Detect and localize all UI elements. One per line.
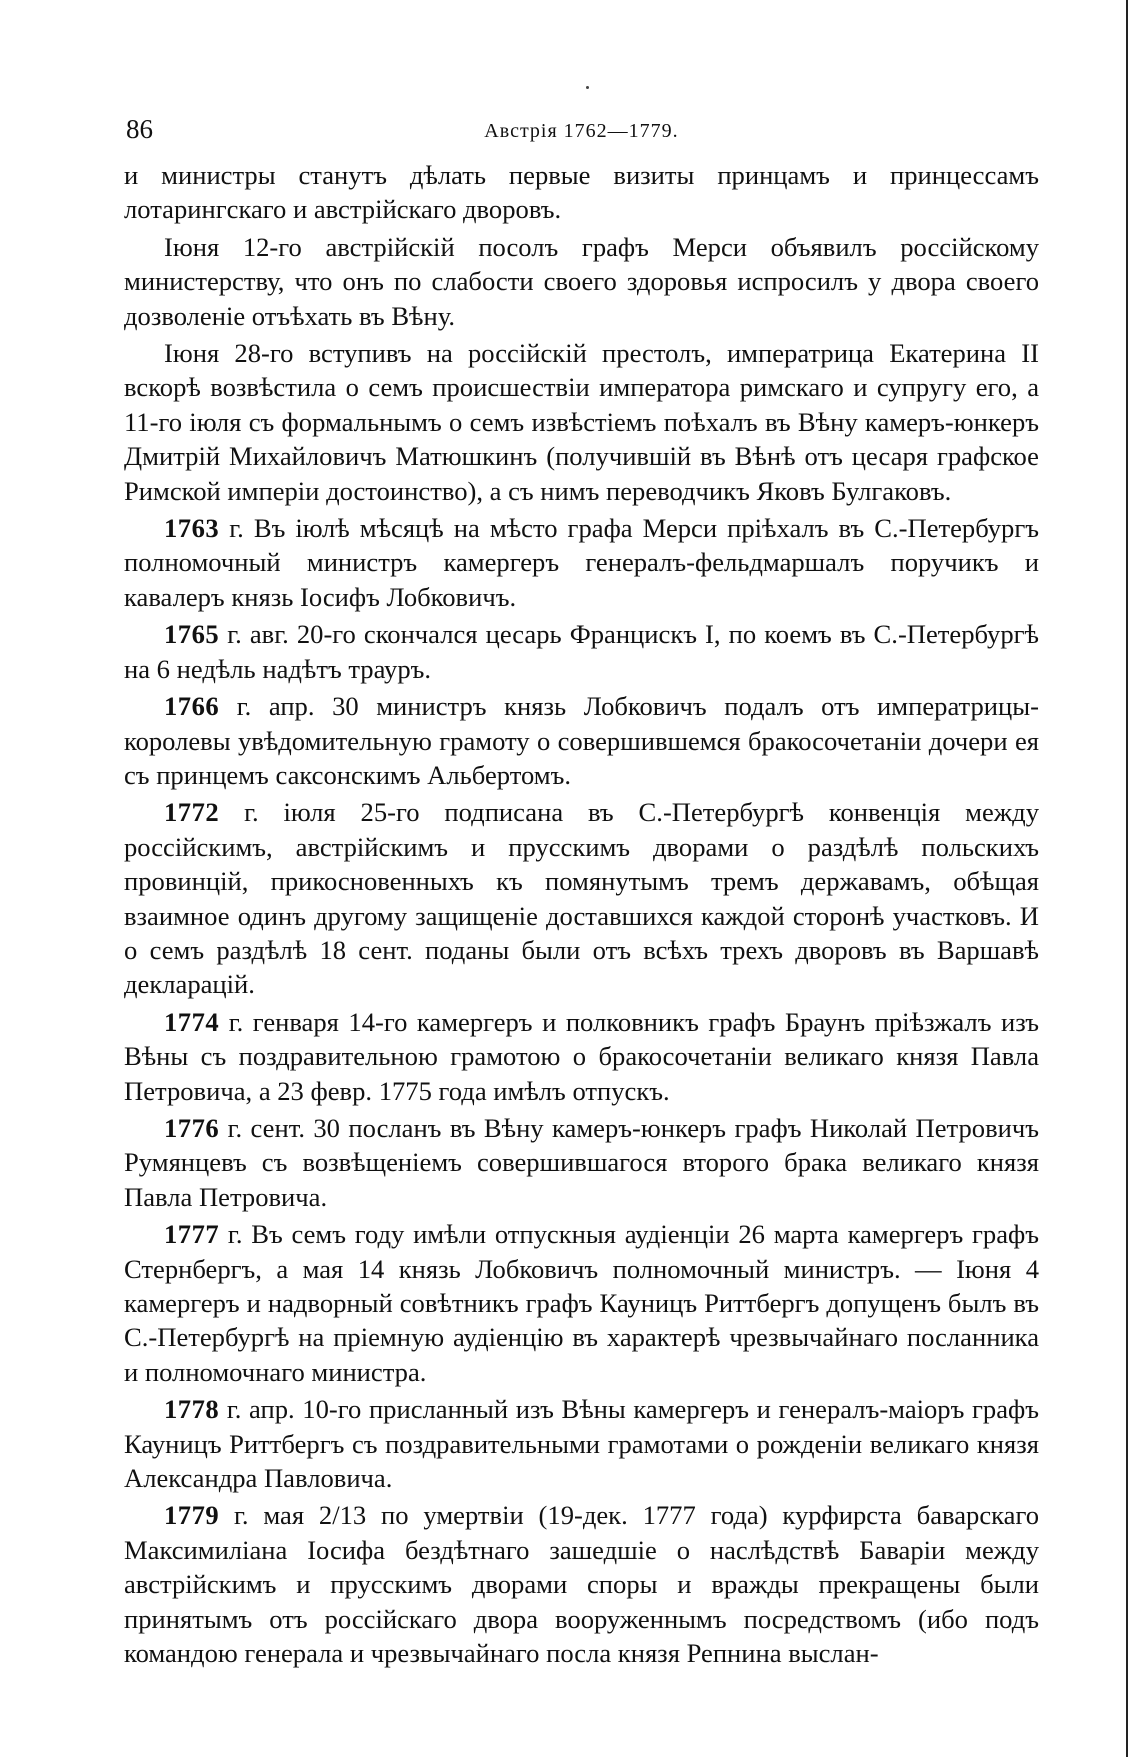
entry-year: 1777 [164, 1219, 220, 1250]
entry-1766 [124, 689, 1039, 792]
entry-text: г. апр. 10-го присланный изъ Вѣны камергеръ и генералъ-маіоръ графъ Кауницъ Риттбергъ съ поздравительными грамотами о рожденіи великаго князя Александра Павловича. [124, 1394, 1039, 1494]
page-body [124, 158, 1039, 1670]
entry-year: 1779 [164, 1500, 220, 1531]
entry-1778 [124, 1392, 1039, 1495]
entry-year: 1765 [164, 619, 220, 650]
entry-text: г. генваря 14-го камергеръ и полковникъ графъ Браунъ пріѣзжалъ изъ Вѣны съ поздравительною грамотою о бракосочетаніи великаго князя Павла Петровича, а 23 февр. 1775 года имѣлъ отпускъ. [124, 1006, 1039, 1106]
entry-year: 1778 [164, 1394, 220, 1425]
entry-year: 1772 [164, 797, 220, 828]
paragraph-june-12 [124, 230, 1039, 333]
entry-year: 1763 [164, 513, 220, 544]
entry-text: г. сент. 30 посланъ въ Вѣну камеръ-юнкеръ графъ Николай Петровичъ Румянцевъ съ возвѣщеніемъ совершившагося второго брака великаго князя Павла Петровича. [124, 1112, 1039, 1212]
entry-1774 [124, 1005, 1039, 1108]
entry-text: г. мая 2/13 по умертвіи (19-дек. 1777 года) курфирста баварскаго Максимиліана Іосифа бездѣтнаго зашедшіе о наслѣдствѣ Баваріи между австрійскимъ и прусскимъ дворами споры и вражды прекращены были принятымъ отъ россійскаго двора вооруженнымъ посредствомъ (ибо подъ командою генерала и чрезвычайнаго посла князя Репнина выслан- [124, 1500, 1039, 1669]
entry-text: г. іюля 25-го подписана въ С.-Петербургѣ конвенція между россійскимъ, австрійскимъ и прусскимъ дворами о раздѣлѣ польскихъ провинцій, прикосновенныхъ къ помянутымъ тремъ державамъ, обѣщая взаимное одинъ другому защищеніе доставшихся каждой сторонѣ участковъ. И о семъ раздѣлѣ 18 сент. поданы были отъ всѣхъ трехъ дворовъ въ Варшавѣ декларацій. [124, 797, 1039, 1000]
paragraph-text: и министры станутъ дѣлать первые визиты принцамъ и принцессамъ лотарингскаго и австрійскаго дворовъ. [124, 160, 1039, 225]
entry-text: г. Въ іюлѣ мѣсяцѣ на мѣсто графа Мерси пріѣхалъ въ С.-Петербургъ полномочный министръ камергеръ генералъ-фельдмаршалъ поручикъ и кавалеръ князь Іосифъ Лобковичъ. [124, 513, 1039, 612]
entry-year: 1776 [164, 1112, 220, 1143]
entry-1763 [124, 511, 1039, 614]
entry-1772 [124, 795, 1039, 1001]
paragraph-text: Іюня 28-го вступивъ на россійскій престолъ, императрица Екатерина II вскорѣ возвѣстила о семъ происшествіи императора римскаго и супругу его, а 11-го іюля съ формальнымъ о семъ извѣстіемъ поѣхалъ въ Вѣну камеръ-юнкеръ Дмитрій Михайловичъ Матюшкинъ (получившій въ Вѣнѣ отъ цесаря графское Римской имперіи достоинство), а съ нимъ переводчикъ Яковъ Булгаковъ. [124, 338, 1039, 506]
book-page [124, 110, 1039, 1673]
entry-1765 [124, 617, 1039, 686]
entry-text: г. Въ семъ году имѣли отпускныя аудіенціи 26 марта камергеръ графъ Стернбергъ, а мая 14 князь Лобковичъ полномочный министръ. — Іюня 4 камергеръ и надворный совѣтникъ графъ Кауницъ Риттбергъ допущенъ былъ въ С.-Петербургѣ на пріемную аудіенцію въ характерѣ чрезвычайнаго посланника и полномочнаго министра. [124, 1219, 1039, 1387]
entry-text: г. апр. 30 министръ князь Лобковичъ подалъ отъ императрицы-королевы увѣдомительную грамоту о совершившемся бракосочетаніи дочери ея съ принцемъ саксонскимъ Альбертомъ. [124, 691, 1039, 790]
scan-speck [586, 86, 589, 89]
entry-year: 1766 [164, 691, 220, 722]
entry-1776 [124, 1111, 1039, 1214]
paragraph-june-28 [124, 336, 1039, 508]
entry-text: г. авг. 20-го скончался цесарь Францискъ I, по коемъ въ С.-Петербургѣ на 6 недѣль надѣтъ трауръ. [124, 619, 1039, 684]
scan-edge-line [1126, 0, 1128, 1757]
paragraph-text: Іюня 12-го австрійскій посолъ графъ Мерси объявилъ россійскому министерству, что онъ по слабости своего здоровья испросилъ у двора своего дозволеніе отъѣхать въ Вѣну. [124, 231, 1039, 331]
entry-1777 [124, 1217, 1039, 1389]
running-title: Австрія 1762—1779. [484, 120, 679, 142]
page-number: 86 [126, 114, 153, 144]
paragraph-continuation [124, 158, 1039, 227]
page-header [124, 110, 1039, 158]
entry-year: 1774 [164, 1006, 220, 1037]
entry-1779 [124, 1498, 1039, 1670]
